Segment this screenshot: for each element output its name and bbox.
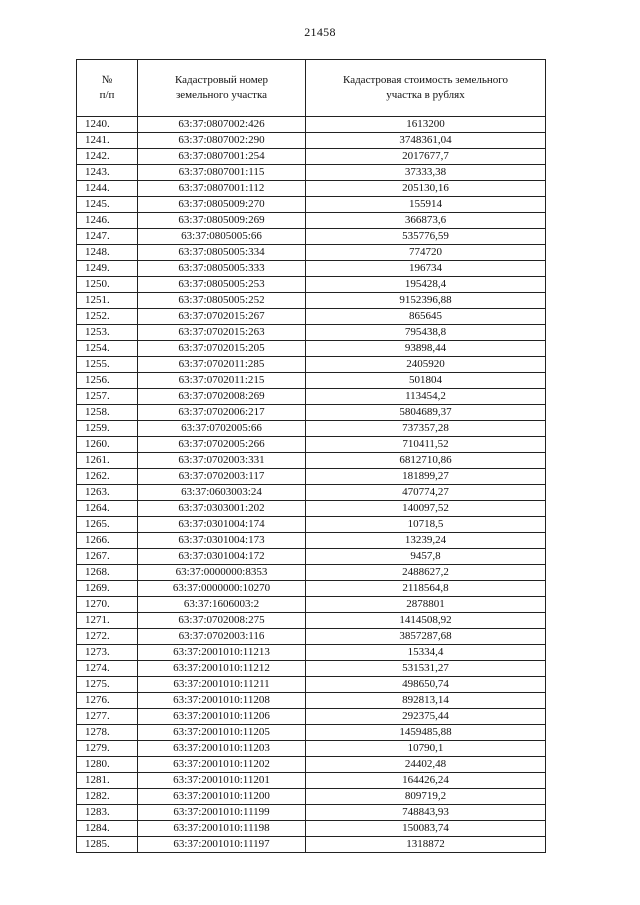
cadastral-value: 3748361,04 <box>306 133 546 149</box>
table-row <box>77 469 546 485</box>
cadastral-number: 63:37:0702008:275 <box>138 613 306 629</box>
cadastral-number: 63:37:2001010:11200 <box>138 789 306 805</box>
cadastral-number: 63:37:0301004:173 <box>138 533 306 549</box>
cadastral-value: 292375,44 <box>306 709 546 725</box>
row-number: 1266. <box>77 533 138 549</box>
cadastral-number: 63:37:2001010:11213 <box>138 645 306 661</box>
cadastral-number: 63:37:0702005:266 <box>138 437 306 453</box>
table-row <box>77 421 546 437</box>
header-row <box>77 60 546 117</box>
cadastral-value: 1459485,88 <box>306 725 546 741</box>
row-number: 1256. <box>77 373 138 389</box>
header-cadastral-value <box>306 60 546 117</box>
cadastral-value: 865645 <box>306 309 546 325</box>
table-row <box>77 117 546 133</box>
cadastral-value: 9152396,88 <box>306 293 546 309</box>
table-row <box>77 245 546 261</box>
cadastral-number: 63:37:0301004:174 <box>138 517 306 533</box>
table-row <box>77 725 546 741</box>
cadastral-value: 195428,4 <box>306 277 546 293</box>
row-number: 1278. <box>77 725 138 741</box>
row-number: 1240. <box>77 117 138 133</box>
cadastral-value: 498650,74 <box>306 677 546 693</box>
header-num-label: № п/п <box>99 74 115 101</box>
row-number: 1265. <box>77 517 138 533</box>
row-number: 1280. <box>77 757 138 773</box>
cadastral-value: 748843,93 <box>306 805 546 821</box>
cadastral-number: 63:37:0303001:202 <box>138 501 306 517</box>
cadastral-value: 531531,27 <box>306 661 546 677</box>
table-row <box>77 581 546 597</box>
cadastral-number: 63:37:0000000:10270 <box>138 581 306 597</box>
row-number: 1276. <box>77 693 138 709</box>
row-number: 1241. <box>77 133 138 149</box>
cadastral-value: 2405920 <box>306 357 546 373</box>
table-row <box>77 437 546 453</box>
row-number: 1279. <box>77 741 138 757</box>
cadastral-number: 63:37:1606003:2 <box>138 597 306 613</box>
cadastral-number: 63:37:2001010:11211 <box>138 677 306 693</box>
cadastral-number: 63:37:0702015:267 <box>138 309 306 325</box>
cadastral-value: 3857287,68 <box>306 629 546 645</box>
cadastral-value: 150083,74 <box>306 821 546 837</box>
cadastral-number: 63:37:0000000:8353 <box>138 565 306 581</box>
cadastral-number: 63:37:0702015:263 <box>138 325 306 341</box>
table-row <box>77 757 546 773</box>
table-row <box>77 453 546 469</box>
row-number: 1277. <box>77 709 138 725</box>
table-row <box>77 405 546 421</box>
row-number: 1282. <box>77 789 138 805</box>
cadastral-number: 63:37:0807002:426 <box>138 117 306 133</box>
row-number: 1273. <box>77 645 138 661</box>
table-row <box>77 165 546 181</box>
cadastral-number: 63:37:0805005:334 <box>138 245 306 261</box>
row-number: 1261. <box>77 453 138 469</box>
row-number: 1268. <box>77 565 138 581</box>
cadastral-number: 63:37:2001010:11206 <box>138 709 306 725</box>
row-number: 1254. <box>77 341 138 357</box>
cadastral-value: 737357,28 <box>306 421 546 437</box>
row-number: 1274. <box>77 661 138 677</box>
table-row <box>77 741 546 757</box>
row-number: 1269. <box>77 581 138 597</box>
cadastral-number: 63:37:0805005:252 <box>138 293 306 309</box>
cadastral-value: 501804 <box>306 373 546 389</box>
cadastral-number: 63:37:2001010:11198 <box>138 821 306 837</box>
cadastral-value: 1613200 <box>306 117 546 133</box>
cadastral-number: 63:37:2001010:11202 <box>138 757 306 773</box>
cadastral-value: 93898,44 <box>306 341 546 357</box>
row-number: 1248. <box>77 245 138 261</box>
cadastral-value: 710411,52 <box>306 437 546 453</box>
cadastral-value: 2488627,2 <box>306 565 546 581</box>
table-row <box>77 293 546 309</box>
row-number: 1283. <box>77 805 138 821</box>
row-number: 1259. <box>77 421 138 437</box>
row-number: 1247. <box>77 229 138 245</box>
cadastral-value: 155914 <box>306 197 546 213</box>
table-row <box>77 517 546 533</box>
cadastral-value: 5804689,37 <box>306 405 546 421</box>
header-cadastral-number-label: Кадастровый номер земельного участка <box>174 74 269 101</box>
cadastral-value: 809719,2 <box>306 789 546 805</box>
table-row <box>77 181 546 197</box>
table-row <box>77 197 546 213</box>
cadastral-number: 63:37:0807001:112 <box>138 181 306 197</box>
table-row <box>77 645 546 661</box>
cadastral-number: 63:37:2001010:11208 <box>138 693 306 709</box>
cadastral-value: 535776,59 <box>306 229 546 245</box>
cadastral-value: 795438,8 <box>306 325 546 341</box>
row-number: 1250. <box>77 277 138 293</box>
cadastral-value: 774720 <box>306 245 546 261</box>
table-row <box>77 549 546 565</box>
table-row <box>77 693 546 709</box>
table-row <box>77 261 546 277</box>
table-row <box>77 213 546 229</box>
header-num <box>77 60 138 117</box>
cadastral-value: 2118564,8 <box>306 581 546 597</box>
cadastral-value: 15334,4 <box>306 645 546 661</box>
cadastral-number: 63:37:2001010:11205 <box>138 725 306 741</box>
table-row <box>77 773 546 789</box>
cadastral-number: 63:37:2001010:11199 <box>138 805 306 821</box>
cadastral-number: 63:37:0702011:285 <box>138 357 306 373</box>
cadastral-number: 63:37:0805005:253 <box>138 277 306 293</box>
cadastral-value: 10790,1 <box>306 741 546 757</box>
row-number: 1242. <box>77 149 138 165</box>
table-row <box>77 373 546 389</box>
table-row <box>77 133 546 149</box>
cadastral-value: 1318872 <box>306 837 546 853</box>
table-row <box>77 661 546 677</box>
table-row <box>77 309 546 325</box>
row-number: 1245. <box>77 197 138 213</box>
cadastral-number: 63:37:0702005:66 <box>138 421 306 437</box>
cadastral-value: 196734 <box>306 261 546 277</box>
row-number: 1258. <box>77 405 138 421</box>
row-number: 1264. <box>77 501 138 517</box>
cadastral-number: 63:37:0807001:254 <box>138 149 306 165</box>
row-number: 1255. <box>77 357 138 373</box>
row-number: 1244. <box>77 181 138 197</box>
row-number: 1262. <box>77 469 138 485</box>
table-row <box>77 533 546 549</box>
cadastral-value: 13239,24 <box>306 533 546 549</box>
cadastral-number: 63:37:2001010:11197 <box>138 837 306 853</box>
cadastral-value: 181899,27 <box>306 469 546 485</box>
row-number: 1263. <box>77 485 138 501</box>
row-number: 1246. <box>77 213 138 229</box>
cadastral-number: 63:37:0301004:172 <box>138 549 306 565</box>
table-row <box>77 677 546 693</box>
row-number: 1251. <box>77 293 138 309</box>
cadastral-value: 366873,6 <box>306 213 546 229</box>
cadastral-number: 63:37:0805005:66 <box>138 229 306 245</box>
cadastral-value: 205130,16 <box>306 181 546 197</box>
row-number: 1267. <box>77 549 138 565</box>
row-number: 1243. <box>77 165 138 181</box>
cadastral-number: 63:37:0702003:116 <box>138 629 306 645</box>
row-number: 1285. <box>77 837 138 853</box>
table-row <box>77 501 546 517</box>
table-row <box>77 613 546 629</box>
table-row <box>77 821 546 837</box>
cadastral-number: 63:37:2001010:11203 <box>138 741 306 757</box>
row-number: 1260. <box>77 437 138 453</box>
cadastral-value: 113454,2 <box>306 389 546 405</box>
row-number: 1284. <box>77 821 138 837</box>
cadastral-number: 63:37:0702006:217 <box>138 405 306 421</box>
cadastral-number: 63:37:0702011:215 <box>138 373 306 389</box>
cadastral-value: 892813,14 <box>306 693 546 709</box>
table-row <box>77 277 546 293</box>
table-row <box>77 789 546 805</box>
row-number: 1270. <box>77 597 138 613</box>
row-number: 1271. <box>77 613 138 629</box>
table-row <box>77 229 546 245</box>
table-row <box>77 325 546 341</box>
table-row <box>77 357 546 373</box>
cadastral-number: 63:37:0805009:270 <box>138 197 306 213</box>
cadastral-value: 164426,24 <box>306 773 546 789</box>
table-body <box>77 117 546 853</box>
cadastral-number: 63:37:0702015:205 <box>138 341 306 357</box>
row-number: 1253. <box>77 325 138 341</box>
cadastral-value: 2878801 <box>306 597 546 613</box>
table-row <box>77 485 546 501</box>
table-row <box>77 565 546 581</box>
cadastral-table <box>76 59 546 853</box>
row-number: 1249. <box>77 261 138 277</box>
table-header <box>77 60 546 117</box>
cadastral-number: 63:37:0702003:117 <box>138 469 306 485</box>
cadastral-value: 24402,48 <box>306 757 546 773</box>
cadastral-value: 6812710,86 <box>306 453 546 469</box>
row-number: 1257. <box>77 389 138 405</box>
cadastral-value: 1414508,92 <box>306 613 546 629</box>
row-number: 1252. <box>77 309 138 325</box>
header-cadastral-number <box>138 60 306 117</box>
cadastral-number: 63:37:0702008:269 <box>138 389 306 405</box>
cadastral-number: 63:37:0603003:24 <box>138 485 306 501</box>
table-row <box>77 341 546 357</box>
cadastral-value: 37333,38 <box>306 165 546 181</box>
page-number: 21458 <box>304 25 336 39</box>
cadastral-number: 63:37:0807001:115 <box>138 165 306 181</box>
row-number: 1272. <box>77 629 138 645</box>
cadastral-number: 63:37:0805005:333 <box>138 261 306 277</box>
table-row <box>77 837 546 853</box>
table-row <box>77 629 546 645</box>
cadastral-number: 63:37:0807002:290 <box>138 133 306 149</box>
cadastral-number: 63:37:0702003:331 <box>138 453 306 469</box>
header-cadastral-value-label: Кадастровая стоимость земельного участка в рублях <box>343 74 508 101</box>
table-row <box>77 597 546 613</box>
cadastral-value: 9457,8 <box>306 549 546 565</box>
cadastral-value: 10718,5 <box>306 517 546 533</box>
table-row <box>77 709 546 725</box>
cadastral-number: 63:37:2001010:11212 <box>138 661 306 677</box>
cadastral-value: 470774,27 <box>306 485 546 501</box>
row-number: 1275. <box>77 677 138 693</box>
row-number: 1281. <box>77 773 138 789</box>
table-row <box>77 149 546 165</box>
table-row <box>77 805 546 821</box>
cadastral-value: 2017677,7 <box>306 149 546 165</box>
cadastral-value: 140097,52 <box>306 501 546 517</box>
cadastral-number: 63:37:0805009:269 <box>138 213 306 229</box>
cadastral-number: 63:37:2001010:11201 <box>138 773 306 789</box>
table-row <box>77 389 546 405</box>
